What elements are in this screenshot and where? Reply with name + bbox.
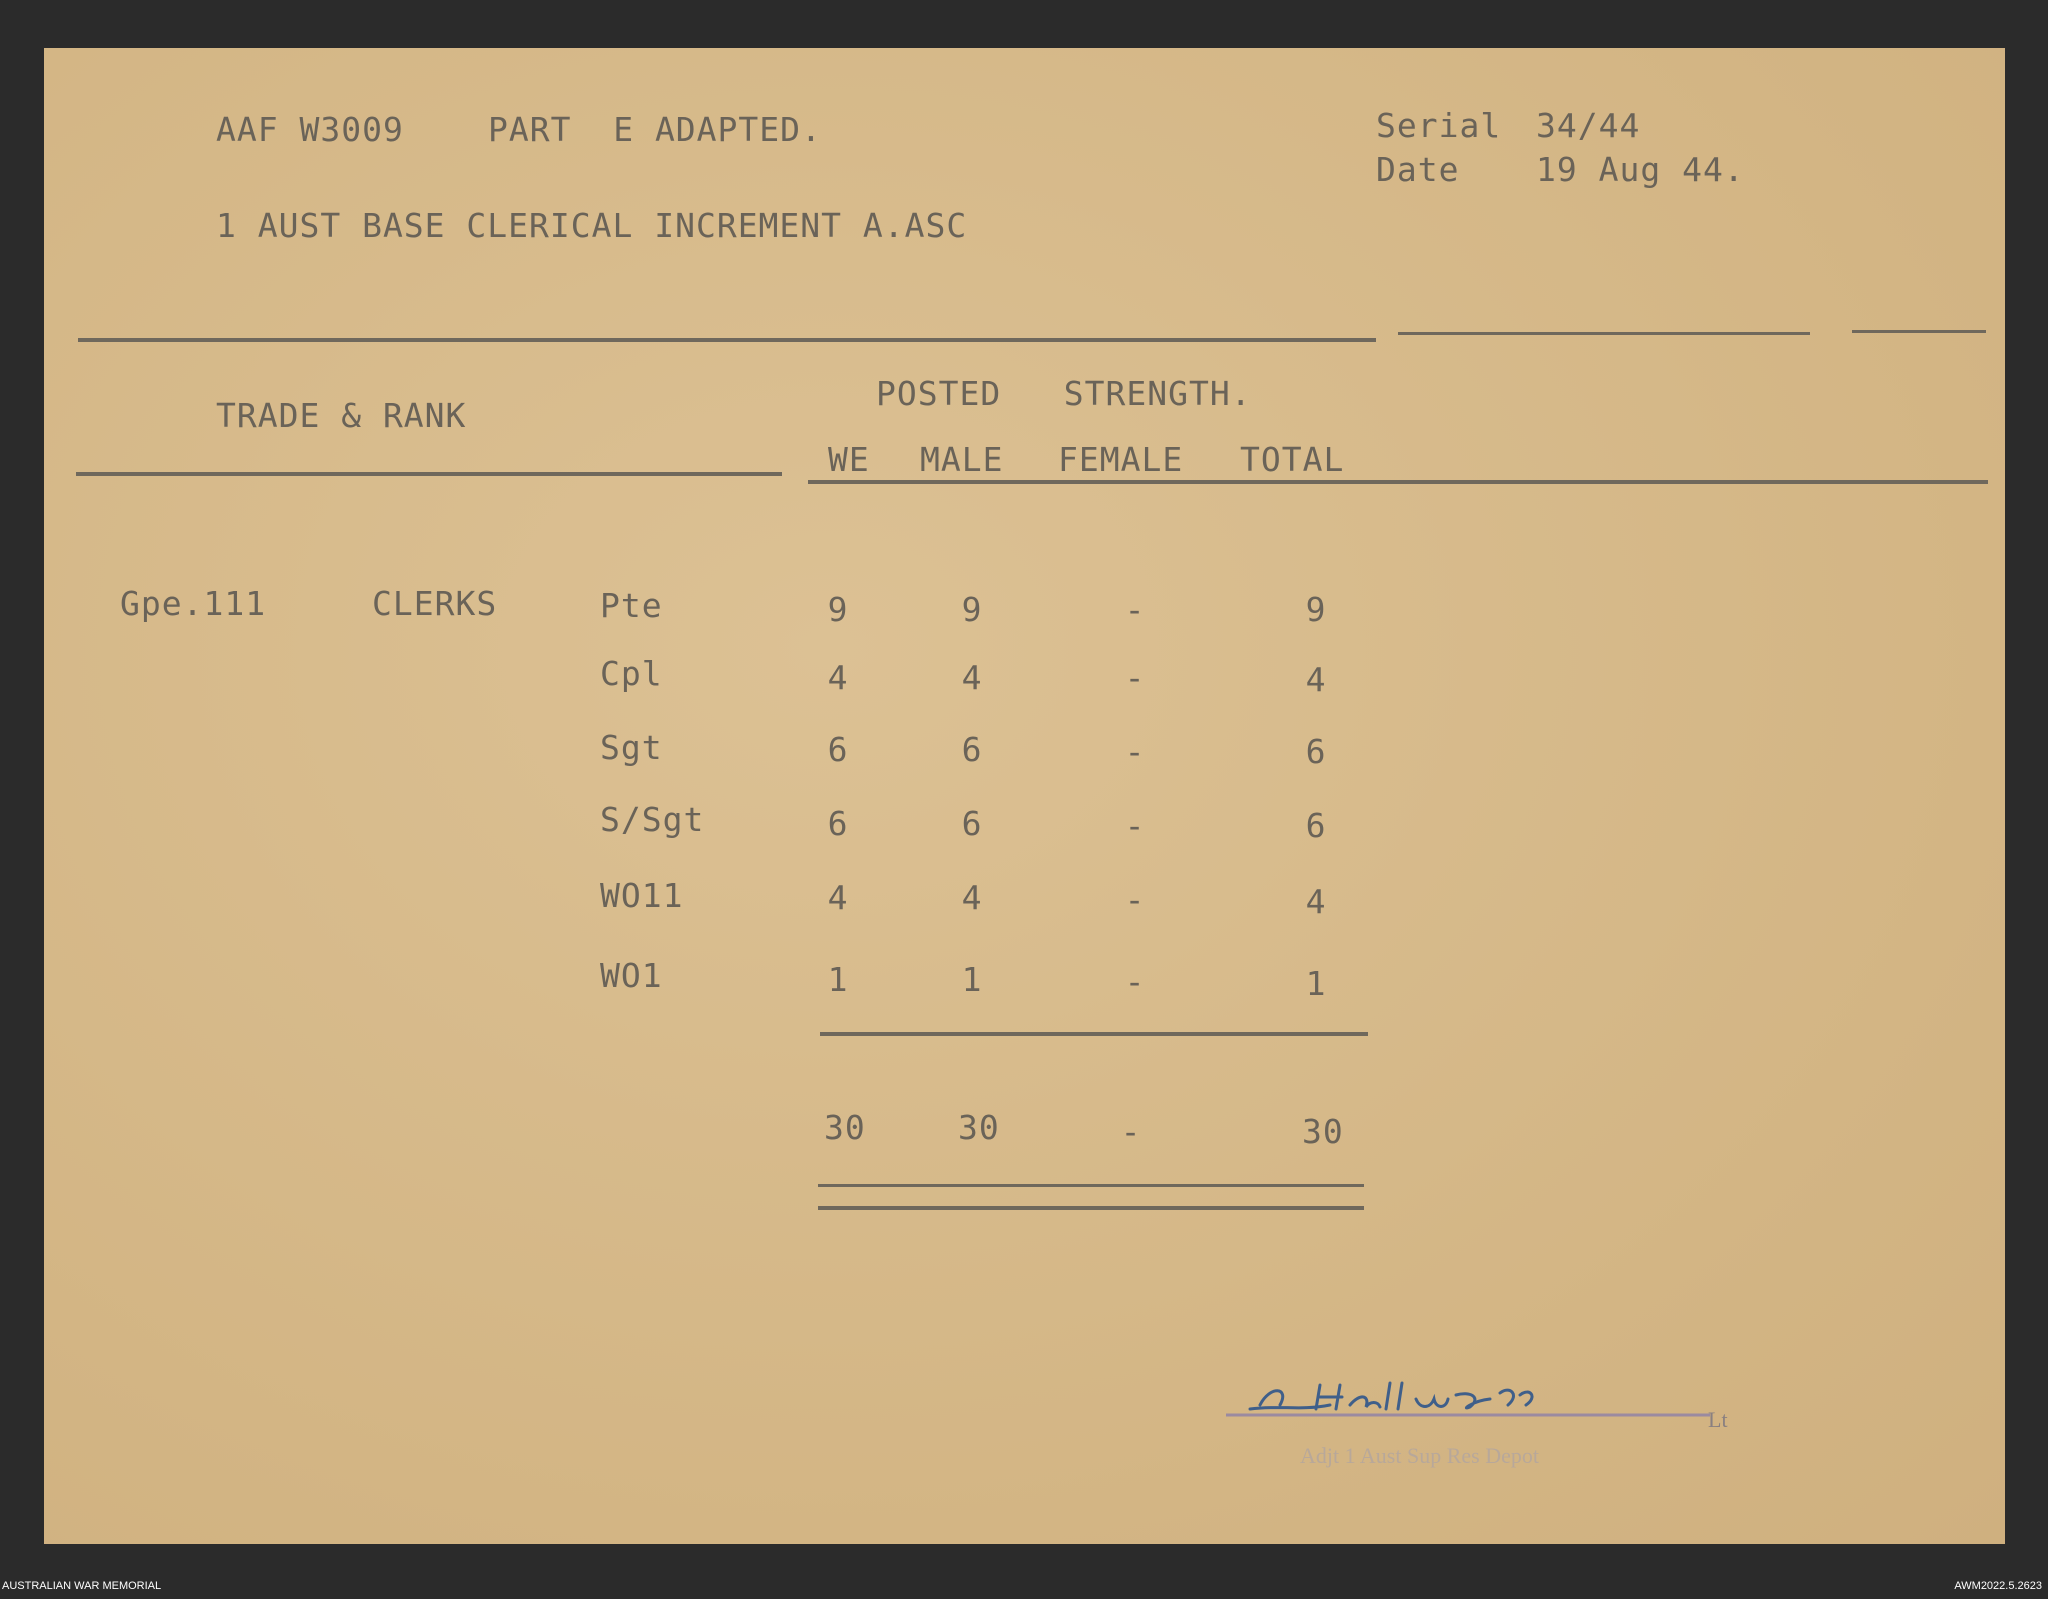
unit-name: 1 AUST BASE CLERICAL INCREMENT A.ASC: [216, 206, 968, 245]
male-cell: 4: [961, 878, 983, 917]
male-cell: 9: [961, 590, 983, 629]
col-male: MALE: [920, 440, 1004, 479]
trade-rank-heading: TRADE & RANK: [216, 396, 467, 435]
we-cell: 1: [827, 960, 849, 999]
total-female: -: [1120, 1112, 1142, 1151]
male-cell: 6: [961, 804, 983, 843]
heading-rule-right: [808, 480, 1988, 484]
total-double-rule-top: [818, 1184, 1364, 1187]
female-cell: -: [1124, 806, 1146, 845]
signature-rank: Lt: [1708, 1407, 1728, 1432]
col-we: WE: [828, 440, 870, 479]
total-cell: 9: [1305, 590, 1327, 629]
we-cell: 6: [827, 804, 849, 843]
date-label: Date: [1376, 150, 1460, 189]
female-cell: -: [1124, 732, 1146, 771]
serial-value: 34/44: [1536, 106, 1641, 145]
total-total: 30: [1302, 1112, 1344, 1151]
male-cell: 1: [961, 960, 983, 999]
heading-rule-left: [76, 472, 782, 476]
rank-cell: S/Sgt: [600, 800, 705, 839]
rank-cell: WO1: [600, 956, 663, 995]
signature-stamp: Adjt 1 Aust Sup Res Depot: [1300, 1443, 1539, 1468]
form-number: AAF W3009: [216, 110, 404, 149]
document-page: [44, 48, 2005, 1544]
total-cell: 4: [1305, 660, 1327, 699]
total-male: 30: [958, 1108, 1000, 1147]
we-cell: 6: [827, 730, 849, 769]
total-double-rule-bottom: [818, 1206, 1364, 1210]
header-rule-segment: [1398, 332, 1810, 335]
female-cell: -: [1124, 590, 1146, 629]
serial-label: Serial: [1376, 106, 1502, 145]
total-cell: 6: [1305, 806, 1327, 845]
footer-institution: AUSTRALIAN WAR MEMORIAL: [2, 1580, 162, 1592]
header-rule-segment-right: [1852, 330, 1986, 333]
rank-cell: WO11: [600, 876, 684, 915]
form-part: PART E ADAPTED.: [488, 110, 822, 149]
we-cell: 4: [827, 658, 849, 697]
rank-cell: Pte: [600, 586, 663, 625]
total-cell: 4: [1305, 882, 1327, 921]
rank-cell: Sgt: [600, 728, 663, 767]
header-rule: [78, 338, 1376, 342]
col-total: TOTAL: [1240, 440, 1345, 479]
total-cell: 6: [1305, 732, 1327, 771]
female-cell: -: [1124, 658, 1146, 697]
subtotal-rule: [820, 1032, 1368, 1036]
male-cell: 4: [961, 658, 983, 697]
trade-name: CLERKS: [372, 584, 498, 623]
trade-group: Gpe.111: [120, 584, 267, 623]
female-cell: -: [1124, 962, 1146, 1001]
female-cell: -: [1124, 880, 1146, 919]
footer-accession: AWM2022.5.2623: [1954, 1580, 2042, 1592]
col-female: FEMALE: [1058, 440, 1184, 479]
date-value: 19 Aug 44.: [1536, 150, 1745, 189]
male-cell: 6: [961, 730, 983, 769]
we-cell: 4: [827, 878, 849, 917]
total-cell: 1: [1305, 964, 1327, 1003]
rank-cell: Cpl: [600, 654, 663, 693]
total-we: 30: [824, 1108, 866, 1147]
posted-strength-heading: POSTED STRENGTH.: [876, 374, 1252, 413]
signature-block: [1220, 1375, 1740, 1485]
we-cell: 9: [827, 590, 849, 629]
